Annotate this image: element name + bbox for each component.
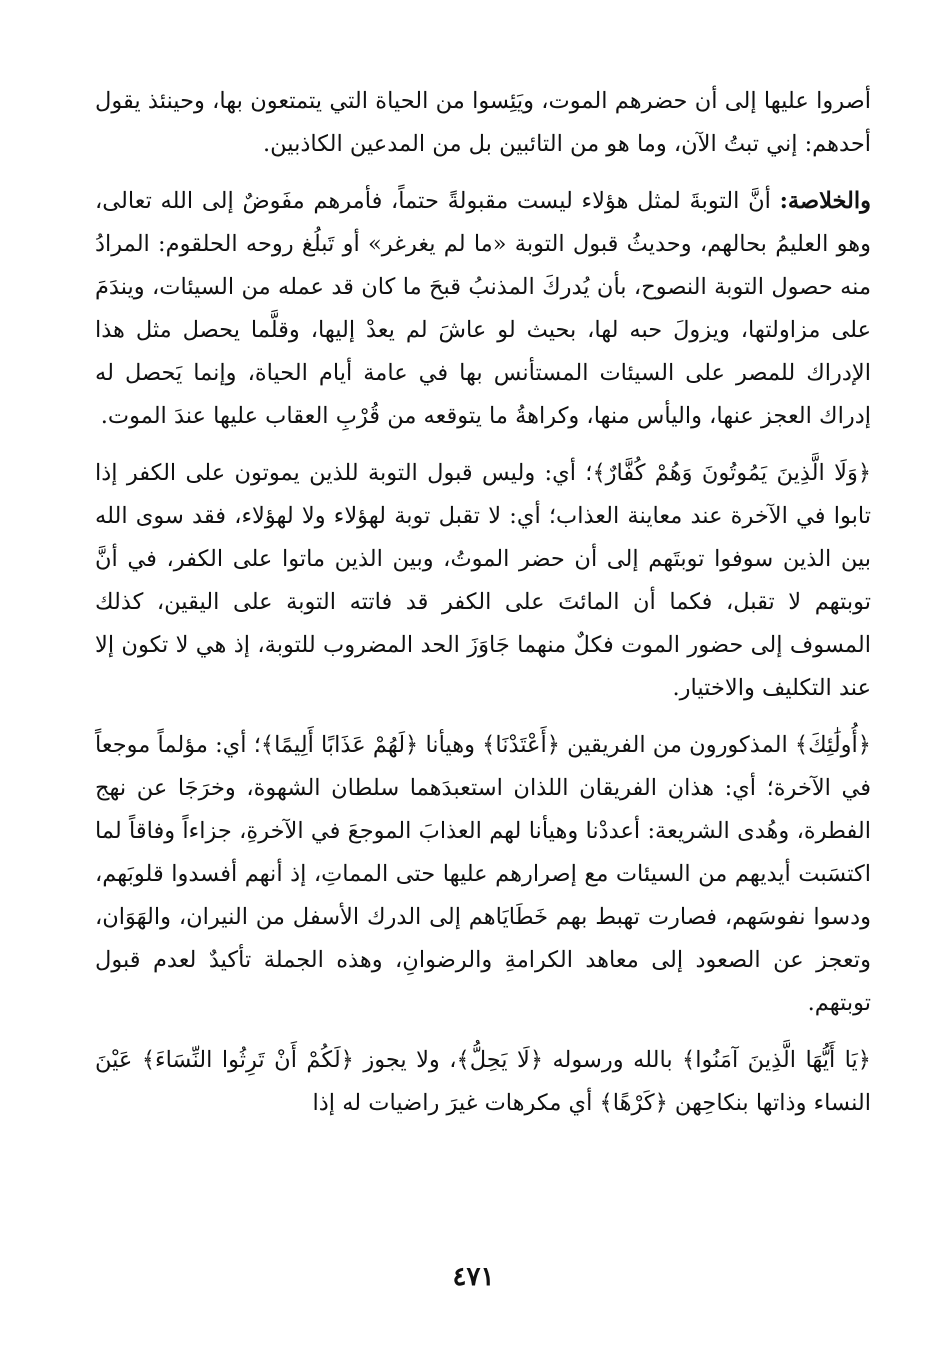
paragraph-1-text: أصروا عليها إلى أن حضرهم الموت، ويَئِسوا من الحياة التي يتمتعون بها، وحينئذ يقول أحدهم: إني تبتُ الآن، وما هو من التائبين بل من المدعين الكاذبين.	[95, 88, 871, 157]
paragraph-2	[95, 180, 871, 438]
paragraph-3	[95, 452, 871, 710]
page-body	[95, 80, 871, 1340]
page-number: ٤٧١	[452, 1262, 495, 1292]
paragraph-5	[95, 1039, 871, 1125]
summary-label: والخلاصة:	[779, 188, 871, 214]
paragraph-5-text: ﴿يَا أَيُّهَا الَّذِينَ آمَنُوا﴾ بالله ورسوله ﴿لَا يَحِلُّ﴾، ولا يجوز ﴿لَكُمْ أَنْ تَرِثُوا النِّسَاءَ﴾ عَيْنَ النساء وذاتها بنكاحِهن ﴿كَرْهًا﴾ أي مكرهات غيرَ راضيات له إذا	[95, 1047, 871, 1116]
paragraph-4	[95, 724, 871, 1025]
paragraph-3-text: ﴿وَلَا الَّذِينَ يَمُوتُونَ وَهُمْ كُفَّارٌ﴾؛ أي: وليس قبول التوبة للذين يموتون على الكفر إذا تابوا في الآخرة عند معاينة العذاب؛ أي: لا تقبل توبة لهؤلاء ولا لهؤلاء، فقد سوى الله بين الذين سوفوا توبتَهم إلى أن حضر الموتُ، وبين الذين ماتوا على الكفر، في أنَّ توبتهم لا تقبل، فكما أن المائتَ على الكفر قد فاتته التوبة على اليقين، كذلك المسوف إلى حضور الموت فكلٌ منهما جَاوَزَ الحد المضروب للتوبة، إذ هي لا تكون إلا عند التكليف والاختيار.	[95, 460, 871, 701]
paragraph-1	[95, 80, 871, 166]
paragraph-4-text: ﴿أُولَٰئِكَ﴾ المذكورون من الفريقين ﴿أَعْتَدْنَا﴾ وهيأنا ﴿لَهُمْ عَذَابًا أَلِيمًا﴾؛ أي: مؤلماً موجعاً في الآخرة؛ أي: هذان الفريقان اللذان استعبدَهما سلطان الشهوة، وخرَجَا عن نهج الفطرة، وهُدى الشريعة: أعددْنا وهيأنا لهم العذابَ الموجعَ في الآخرةِ، جزاءاً وفاقاً لما اكتسَبت أيديهم من السيئات مع إصرارهم عليها حتى المماتِ، إذ أنهم أفسدوا قلوبَهم، ودسوا نفوسَهم، فصارت تهبط بهم خَطَايَاهم إلى الدرك الأسفل من النيران، والهَوَان، وتعجز عن الصعود إلى معاهد الكرامةِ والرضوانِ، وهذه الجملة تأكيدٌ لعدم قبول توبتهم.	[95, 732, 871, 1016]
paragraph-2-text: أنَّ التوبةَ لمثل هؤلاء ليست مقبولةً حتماً، فأمرهم مفَوضٌ إلى الله تعالى، وهو العليمُ بحالهم، وحديثُ قبول التوبة «ما لم يغرغر» أو تَبلُغ روحه الحلقوم: المرادُ منه حصول التوبة النصوح، بأن يُدركَ المذنبُ قبحَ ما كان قد عمله من السيئات، ويندَمَ على مزاولتها، ويزولَ حبه لها، بحيث لو عاشَ لم يعدْ إليها، وقلَّما يحصل مثل هذا الإدراك للمصر على السيئات المستأنس بها في عامة أيام الحياة، وإنما يَحصل له إدراك العجز عنها، واليأس منها، وكراهةُ ما يتوقعه من قُرْبِ العقاب عليها عندَ الموت.	[95, 188, 871, 429]
